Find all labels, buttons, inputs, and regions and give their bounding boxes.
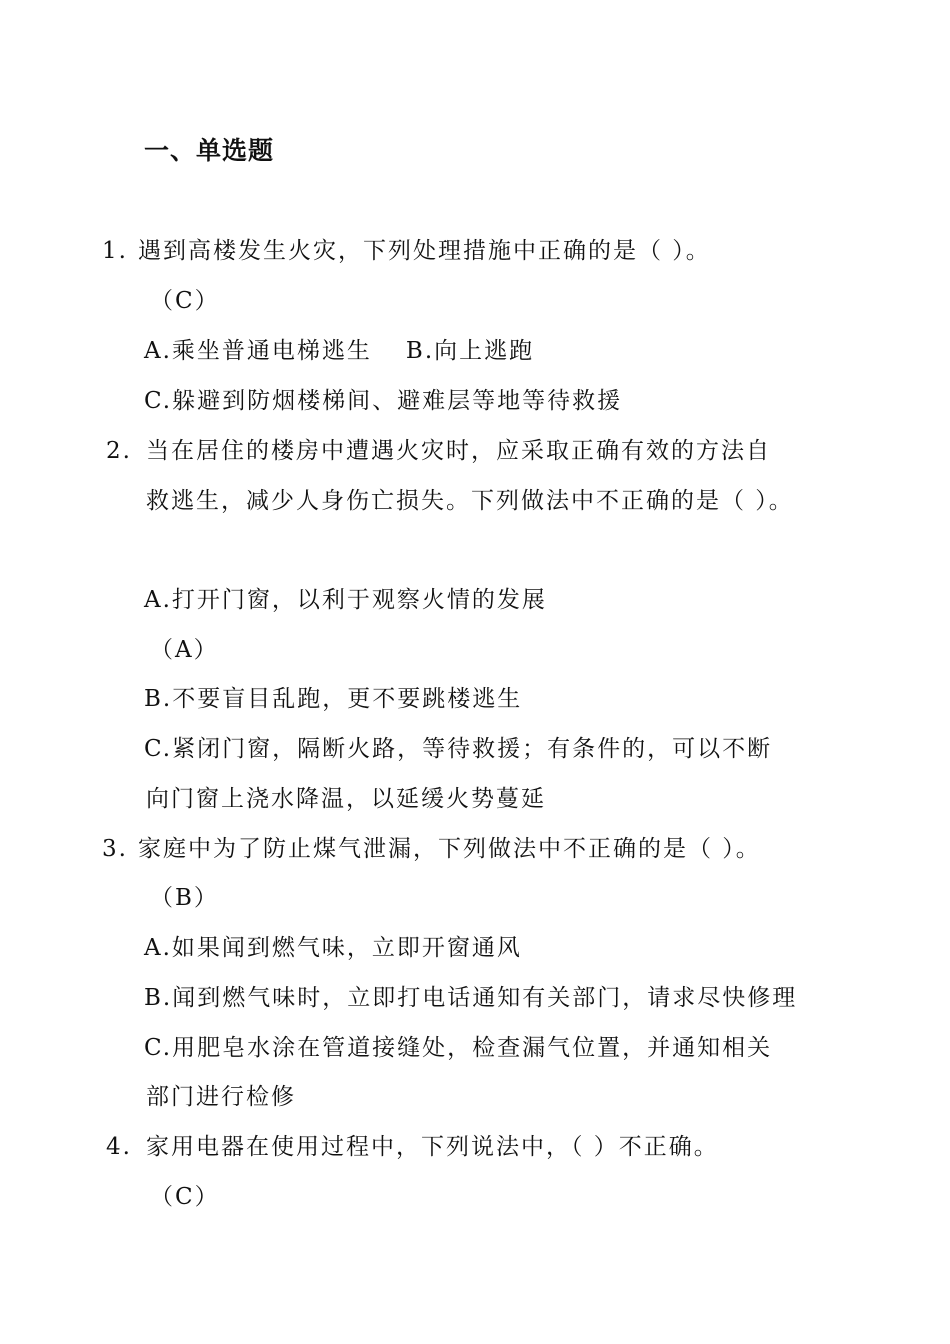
question-4-answer: （C） <box>150 1184 220 1210</box>
question-2-stem-text-1: 当在居住的楼房中遭遇火灾时，应采取正确有效的方法自 <box>146 438 771 464</box>
question-1-stem <box>102 236 711 266</box>
question-2-option-c: C.紧闭门窗，隔断火路，等待救援；有条件的，可以不断 <box>144 736 773 762</box>
question-2-option-c-line-2: 向门窗上浇水降温，以延缓火势蔓延 <box>146 786 546 812</box>
question-1-option-a: A.乘坐普通电梯逃生 <box>144 338 372 364</box>
question-4-number: 4. <box>106 1134 132 1160</box>
question-4-stem-text: 家用电器在使用过程中，下列说法中，（ ）不正确。 <box>146 1134 719 1160</box>
section-title: 一、单选题 <box>144 136 275 165</box>
question-3-stem-text: 家庭中为了防止煤气泄漏，下列做法中不正确的是（ ）。 <box>138 836 761 862</box>
question-3-stem <box>102 834 761 864</box>
question-1-options-ab <box>144 336 534 366</box>
question-3-number: 3. <box>102 836 128 862</box>
question-1-answer: （C） <box>150 288 220 314</box>
question-2-stem-line-2: 救逃生，减少人身伤亡损失。下列做法中不正确的是（ ）。 <box>146 488 794 514</box>
question-1-option-c: C.躲避到防烟楼梯间、避难层等地等待救援 <box>144 388 623 414</box>
question-3-option-a: A.如果闻到燃气味，立即开窗通风 <box>144 935 522 961</box>
question-3-answer: （B） <box>150 885 219 911</box>
question-3-option-c: C.用肥皂水涂在管道接缝处，检查漏气位置，并通知相关 <box>144 1035 773 1061</box>
question-1-number: 1. <box>102 238 128 264</box>
question-1-option-b: B.向上逃跑 <box>405 338 535 364</box>
question-2-option-b: B.不要盲目乱跑，更不要跳楼逃生 <box>144 686 523 712</box>
question-4-stem <box>106 1132 719 1162</box>
question-2-answer: （A） <box>150 637 219 663</box>
question-1-stem-text: 遇到高楼发生火灾，下列处理措施中正确的是（ ）。 <box>138 238 711 264</box>
question-2-option-a: A.打开门窗，以利于观察火情的发展 <box>144 587 547 613</box>
question-2-stem <box>106 436 771 466</box>
question-3-option-b: B.闻到燃气味时，立即打电话通知有关部门，请求尽快修理 <box>144 985 798 1011</box>
question-2-number: 2. <box>106 438 132 464</box>
question-3-option-c-line-2: 部门进行检修 <box>146 1084 296 1110</box>
